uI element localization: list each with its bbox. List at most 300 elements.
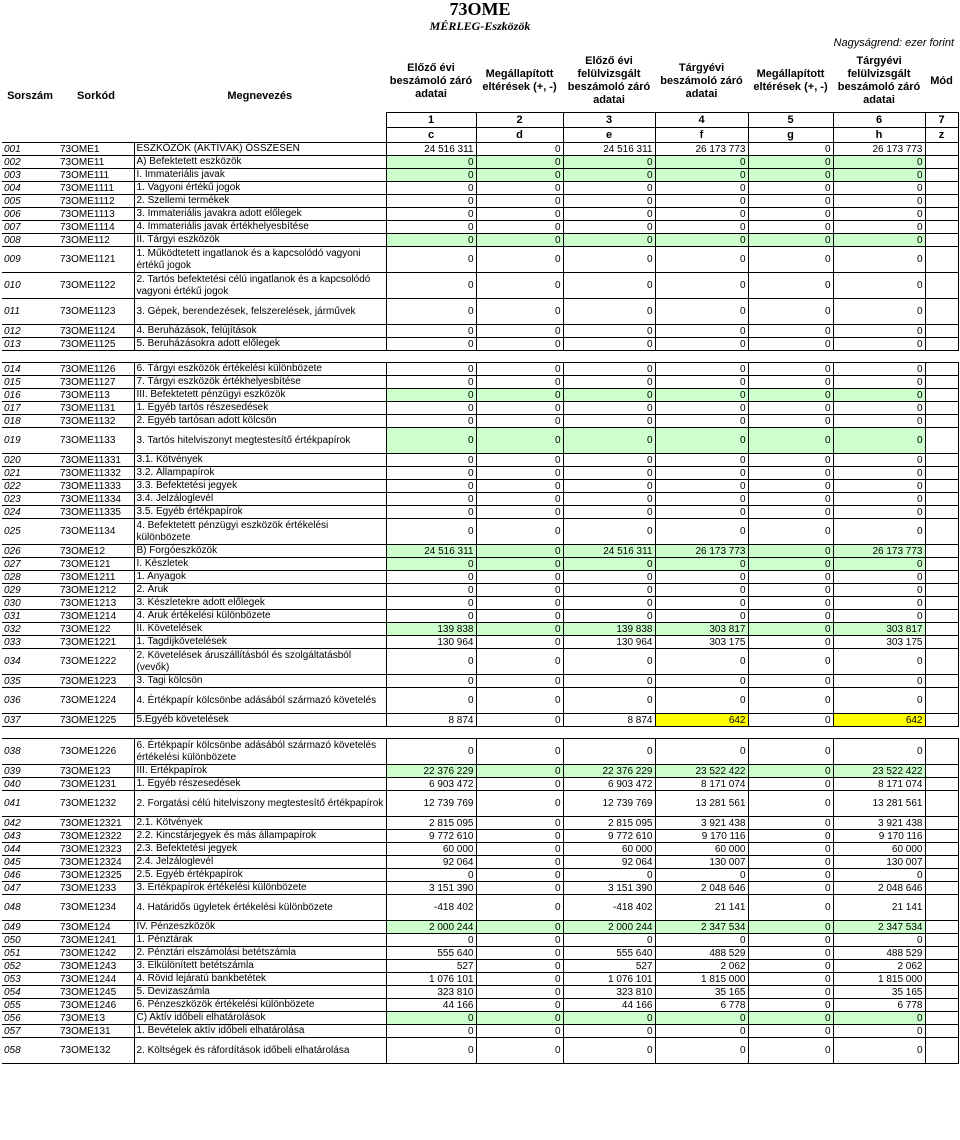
row-value: 6 778	[655, 999, 748, 1012]
row-value: 130 964	[563, 636, 655, 649]
row-value: 0	[563, 234, 655, 247]
row-value: 0	[386, 675, 476, 688]
row-mod	[925, 934, 958, 947]
row-number: 013	[2, 338, 58, 351]
row-code: 73OME112	[58, 234, 134, 247]
header-col-number: 2	[476, 113, 563, 128]
row-value: 0	[748, 830, 833, 843]
row-number: 055	[2, 999, 58, 1012]
row-value: 0	[833, 934, 925, 947]
table-row	[2, 895, 958, 921]
row-value: 0	[476, 649, 563, 675]
table-row	[2, 597, 958, 610]
row-number: 004	[2, 182, 58, 195]
header-col-letter: d	[476, 128, 563, 143]
row-name: 2. Forgatási célú hitelviszony megtestesítő értékpapírok	[134, 791, 386, 817]
row-value: 527	[563, 960, 655, 973]
row-value: 303 817	[655, 623, 748, 636]
row-code: 73OME123	[58, 765, 134, 778]
row-value: 0	[748, 208, 833, 221]
row-value: 1 076 101	[386, 973, 476, 986]
row-value: 0	[476, 895, 563, 921]
row-code: 73OME11333	[58, 480, 134, 493]
row-number: 056	[2, 1012, 58, 1025]
row-value: 0	[833, 195, 925, 208]
row-value: 0	[748, 221, 833, 234]
row-code: 73OME1222	[58, 649, 134, 675]
row-number: 024	[2, 506, 58, 519]
row-number: 057	[2, 1025, 58, 1038]
row-value: 0	[386, 493, 476, 506]
row-value: 0	[563, 934, 655, 947]
row-mod	[925, 817, 958, 830]
row-value: 0	[655, 428, 748, 454]
row-value: 0	[386, 506, 476, 519]
row-value: 0	[386, 415, 476, 428]
table-row	[2, 493, 958, 506]
row-value: 0	[476, 195, 563, 208]
row-value: 0	[386, 182, 476, 195]
row-number: 015	[2, 376, 58, 389]
row-number: 005	[2, 195, 58, 208]
header-col-letter: c	[386, 128, 476, 143]
row-value: 0	[563, 389, 655, 402]
header-col5: Megállapított eltérések (+, -)	[753, 68, 828, 93]
row-mod	[925, 208, 958, 221]
row-mod	[925, 947, 958, 960]
row-value: 0	[748, 623, 833, 636]
row-mod	[925, 597, 958, 610]
row-number: 003	[2, 169, 58, 182]
row-value: 0	[748, 817, 833, 830]
row-name: 1. Egyéb részesedések	[134, 778, 386, 791]
row-value: 0	[748, 247, 833, 273]
row-name: 1. Vagyoni értékű jogok	[134, 182, 386, 195]
row-value: 44 166	[563, 999, 655, 1012]
row-code: 73OME1125	[58, 338, 134, 351]
table-row	[2, 856, 958, 869]
row-value: 0	[563, 649, 655, 675]
row-value: 303 175	[655, 636, 748, 649]
row-code: 73OME11	[58, 156, 134, 169]
table-row	[2, 791, 958, 817]
row-value: 0	[476, 1025, 563, 1038]
row-value: 0	[386, 1025, 476, 1038]
row-value: 0	[386, 1012, 476, 1025]
row-value: 0	[748, 1038, 833, 1064]
row-value: 0	[386, 428, 476, 454]
table-row	[2, 921, 958, 934]
row-value: 0	[748, 389, 833, 402]
row-value: 0	[748, 506, 833, 519]
row-value: 0	[386, 739, 476, 765]
row-value: 0	[655, 1038, 748, 1064]
header-col2: Megállapított eltérések (+, -)	[482, 68, 557, 93]
row-name: 3. Elkülönített betétszámla	[134, 960, 386, 973]
header-col-number: 4	[655, 113, 748, 128]
row-value: 323 810	[386, 986, 476, 999]
row-value: 0	[655, 467, 748, 480]
row-code: 73OME113	[58, 389, 134, 402]
row-value: 0	[476, 234, 563, 247]
row-number: 001	[2, 143, 58, 156]
row-value: 0	[655, 649, 748, 675]
header-col-number: 3	[563, 113, 655, 128]
row-value: 130 007	[655, 856, 748, 869]
row-value: 0	[833, 480, 925, 493]
row-value: 0	[386, 169, 476, 182]
row-value: 0	[655, 675, 748, 688]
row-code: 73OME12321	[58, 817, 134, 830]
row-mod	[925, 480, 958, 493]
row-value: 0	[748, 597, 833, 610]
row-value: 0	[655, 195, 748, 208]
row-value: 0	[748, 843, 833, 856]
row-mod	[925, 299, 958, 325]
row-code: 73OME1226	[58, 739, 134, 765]
row-number: 054	[2, 986, 58, 999]
row-value: 0	[476, 325, 563, 338]
row-value: 0	[833, 454, 925, 467]
header-col-letter: e	[563, 128, 655, 143]
row-value: 0	[563, 584, 655, 597]
row-value: 0	[833, 610, 925, 623]
row-mod	[925, 739, 958, 765]
row-value: 13 281 561	[655, 791, 748, 817]
row-value: 0	[833, 208, 925, 221]
row-value: 12 739 769	[386, 791, 476, 817]
row-value: 0	[386, 869, 476, 882]
row-number: 010	[2, 273, 58, 299]
row-value: 0	[386, 156, 476, 169]
table-row	[2, 610, 958, 623]
table-row	[2, 273, 958, 299]
row-number: 027	[2, 558, 58, 571]
row-value: 0	[655, 869, 748, 882]
row-value: 0	[655, 454, 748, 467]
header-col-number: 1	[386, 113, 476, 128]
row-number: 018	[2, 415, 58, 428]
row-value: 0	[655, 208, 748, 221]
row-number: 021	[2, 467, 58, 480]
row-mod	[925, 714, 958, 727]
row-name: 2.3. Befektetési jegyek	[134, 843, 386, 856]
row-value: 0	[563, 363, 655, 376]
row-value: 0	[476, 973, 563, 986]
row-name: 2. Szellemi termékek	[134, 195, 386, 208]
row-value: 0	[748, 675, 833, 688]
header-col6: Tárgyévi felülvizsgált beszámoló záró adatai	[837, 55, 921, 106]
row-value: 0	[476, 584, 563, 597]
row-mod	[925, 960, 958, 973]
row-number: 008	[2, 234, 58, 247]
row-value: 0	[748, 169, 833, 182]
row-value: 0	[476, 143, 563, 156]
row-code: 73OME1	[58, 143, 134, 156]
row-name: 4. Immateriális javak értékhelyesbítése	[134, 221, 386, 234]
table-row	[2, 960, 958, 973]
row-value: 0	[655, 299, 748, 325]
row-value: 303 175	[833, 636, 925, 649]
row-value: 9 772 610	[563, 830, 655, 843]
row-value: 555 640	[563, 947, 655, 960]
row-name: 3. Immateriális javakra adott előlegek	[134, 208, 386, 221]
row-name: I. Készletek	[134, 558, 386, 571]
row-code: 73OME1133	[58, 428, 134, 454]
row-value: 0	[476, 247, 563, 273]
row-value: 0	[655, 338, 748, 351]
row-name: I. Immateriális javak	[134, 169, 386, 182]
row-value: 0	[386, 247, 476, 273]
row-code: 73OME1132	[58, 415, 134, 428]
row-name: 3.4. Jelzáloglevél	[134, 493, 386, 506]
row-value: 60 000	[386, 843, 476, 856]
table-row	[2, 623, 958, 636]
row-value: 9 170 116	[655, 830, 748, 843]
row-code: 73OME1211	[58, 571, 134, 584]
table-row	[2, 1025, 958, 1038]
row-value: 0	[386, 934, 476, 947]
row-code: 73OME1212	[58, 584, 134, 597]
row-name: 3.2. Állampapírok	[134, 467, 386, 480]
row-value: 35 165	[833, 986, 925, 999]
row-code: 73OME12325	[58, 869, 134, 882]
row-value: 23 522 422	[833, 765, 925, 778]
table-row	[2, 1038, 958, 1064]
unit-note: Nagyságrend: ezer forint	[833, 37, 954, 49]
row-value: 0	[748, 921, 833, 934]
header-col4: Tárgyévi beszámoló záró adatai	[660, 61, 743, 100]
table-row	[2, 506, 958, 519]
row-value: 92 064	[386, 856, 476, 869]
row-value: 0	[833, 299, 925, 325]
row-value: 26 173 773	[655, 545, 748, 558]
header-col-number: 7	[925, 113, 958, 128]
row-value: 0	[563, 454, 655, 467]
row-value: 0	[476, 856, 563, 869]
row-mod	[925, 882, 958, 895]
row-name: II. Tárgyi eszközök	[134, 234, 386, 247]
row-value: 0	[655, 480, 748, 493]
spacer-row	[2, 727, 958, 739]
row-name: IV. Pénzeszközök	[134, 921, 386, 934]
row-value: 0	[833, 428, 925, 454]
row-value: 0	[833, 221, 925, 234]
row-value: 0	[386, 208, 476, 221]
table-body	[2, 143, 958, 1064]
row-value: 0	[655, 415, 748, 428]
row-number: 048	[2, 895, 58, 921]
row-mod	[925, 584, 958, 597]
row-value: 0	[476, 934, 563, 947]
row-number: 028	[2, 571, 58, 584]
row-value: 0	[563, 428, 655, 454]
row-name: III. Befektetett pénzügyi eszközök	[134, 389, 386, 402]
row-value: 0	[655, 506, 748, 519]
table-row	[2, 973, 958, 986]
row-name: 2. Tartós befektetési célú ingatlanok és a kapcsolódó vagyoni értékű jogok	[134, 273, 386, 299]
row-value: 0	[833, 363, 925, 376]
row-value: 0	[476, 415, 563, 428]
row-mod	[925, 415, 958, 428]
row-code: 73OME1123	[58, 299, 134, 325]
row-name: 2. Pénztári elszámolási betétszámla	[134, 947, 386, 960]
row-value: 0	[748, 973, 833, 986]
table-row	[2, 325, 958, 338]
row-value: 0	[748, 856, 833, 869]
row-value: 6 778	[833, 999, 925, 1012]
row-value: 0	[476, 869, 563, 882]
table-row	[2, 376, 958, 389]
row-name: III. Értékpapírok	[134, 765, 386, 778]
row-value: 3 921 438	[833, 817, 925, 830]
row-mod	[925, 376, 958, 389]
row-code: 73OME12323	[58, 843, 134, 856]
row-number: 036	[2, 688, 58, 714]
row-code: 73OME1213	[58, 597, 134, 610]
row-number: 038	[2, 739, 58, 765]
row-mod	[925, 428, 958, 454]
row-name: 2.5. Egyéb értékpapírok	[134, 869, 386, 882]
row-value: 0	[476, 389, 563, 402]
row-code: 73OME11331	[58, 454, 134, 467]
row-value: 0	[748, 688, 833, 714]
row-value: 488 529	[833, 947, 925, 960]
table-row	[2, 986, 958, 999]
row-value: 0	[833, 169, 925, 182]
row-value: 3 151 390	[386, 882, 476, 895]
row-mod	[925, 636, 958, 649]
row-value: 0	[833, 234, 925, 247]
row-name: 2.2. Kincstárjegyek és más állampapírok	[134, 830, 386, 843]
row-value: 2 000 244	[386, 921, 476, 934]
row-value: 0	[476, 558, 563, 571]
row-value: 0	[476, 843, 563, 856]
row-value: 0	[748, 454, 833, 467]
row-value: 0	[833, 273, 925, 299]
table-row	[2, 830, 958, 843]
row-value: 0	[563, 182, 655, 195]
table-row	[2, 143, 958, 156]
row-code: 73OME1224	[58, 688, 134, 714]
table-row	[2, 688, 958, 714]
row-value: 0	[386, 234, 476, 247]
row-number: 017	[2, 402, 58, 415]
table-row	[2, 247, 958, 273]
row-name: 4. Határidős ügyletek értékelési különbözete	[134, 895, 386, 921]
row-value: 0	[655, 519, 748, 545]
row-value: 0	[563, 208, 655, 221]
row-code: 73OME132	[58, 1038, 134, 1064]
table-row	[2, 467, 958, 480]
row-mod	[925, 338, 958, 351]
row-code: 73OME1245	[58, 986, 134, 999]
row-value: 0	[833, 519, 925, 545]
row-value: 0	[563, 480, 655, 493]
row-value: 60 000	[655, 843, 748, 856]
row-code: 73OME1124	[58, 325, 134, 338]
row-code: 73OME1127	[58, 376, 134, 389]
row-code: 73OME11334	[58, 493, 134, 506]
row-value: 0	[748, 791, 833, 817]
row-value: 0	[386, 402, 476, 415]
row-number: 035	[2, 675, 58, 688]
row-value: 0	[748, 467, 833, 480]
row-number: 006	[2, 208, 58, 221]
row-mod	[925, 986, 958, 999]
row-name: 2.1. Kötvények	[134, 817, 386, 830]
row-mod	[925, 273, 958, 299]
row-value: 0	[563, 1038, 655, 1064]
row-code: 73OME1223	[58, 675, 134, 688]
row-name: 4. Beruházások, felújítások	[134, 325, 386, 338]
row-value: 0	[833, 402, 925, 415]
row-number: 002	[2, 156, 58, 169]
row-code: 73OME1243	[58, 960, 134, 973]
row-value: 0	[748, 156, 833, 169]
row-value: 555 640	[386, 947, 476, 960]
table-row	[2, 519, 958, 545]
row-number: 016	[2, 389, 58, 402]
row-value: 0	[748, 649, 833, 675]
row-value: 0	[476, 506, 563, 519]
row-number: 037	[2, 714, 58, 727]
table-row	[2, 649, 958, 675]
row-value: 0	[748, 1025, 833, 1038]
row-value: 0	[563, 273, 655, 299]
row-number: 051	[2, 947, 58, 960]
row-value: 0	[748, 338, 833, 351]
row-mod	[925, 402, 958, 415]
row-value: 6 903 472	[563, 778, 655, 791]
row-value: 0	[563, 688, 655, 714]
row-value: 21 141	[833, 895, 925, 921]
table-row	[2, 934, 958, 947]
row-value: 0	[476, 467, 563, 480]
row-value: 0	[386, 597, 476, 610]
row-value: 0	[748, 545, 833, 558]
row-value: 0	[655, 584, 748, 597]
table-row	[2, 454, 958, 467]
row-name: 2. Áruk	[134, 584, 386, 597]
row-value: 0	[748, 778, 833, 791]
row-code: 73OME1232	[58, 791, 134, 817]
row-value: 130 007	[833, 856, 925, 869]
row-code: 73OME1231	[58, 778, 134, 791]
row-value: 0	[748, 986, 833, 999]
row-mod	[925, 778, 958, 791]
row-mod	[925, 506, 958, 519]
row-value: 0	[748, 325, 833, 338]
row-value: 0	[386, 467, 476, 480]
row-code: 73OME12322	[58, 830, 134, 843]
row-number: 033	[2, 636, 58, 649]
row-value: 0	[748, 402, 833, 415]
row-mod	[925, 169, 958, 182]
row-value: 0	[476, 791, 563, 817]
row-name: 3.1. Kötvények	[134, 454, 386, 467]
row-value: 6 903 472	[386, 778, 476, 791]
row-name: 2. Költségek és ráfordítások időbeli elhatárolása	[134, 1038, 386, 1064]
row-value: 24 516 311	[386, 143, 476, 156]
row-name: 1. Tagdíjkövetelések	[134, 636, 386, 649]
row-value: 0	[476, 597, 563, 610]
row-value: 0	[386, 688, 476, 714]
row-value: -418 402	[563, 895, 655, 921]
row-code: 73OME131	[58, 1025, 134, 1038]
row-value: 21 141	[655, 895, 748, 921]
row-value: 642	[655, 714, 748, 727]
